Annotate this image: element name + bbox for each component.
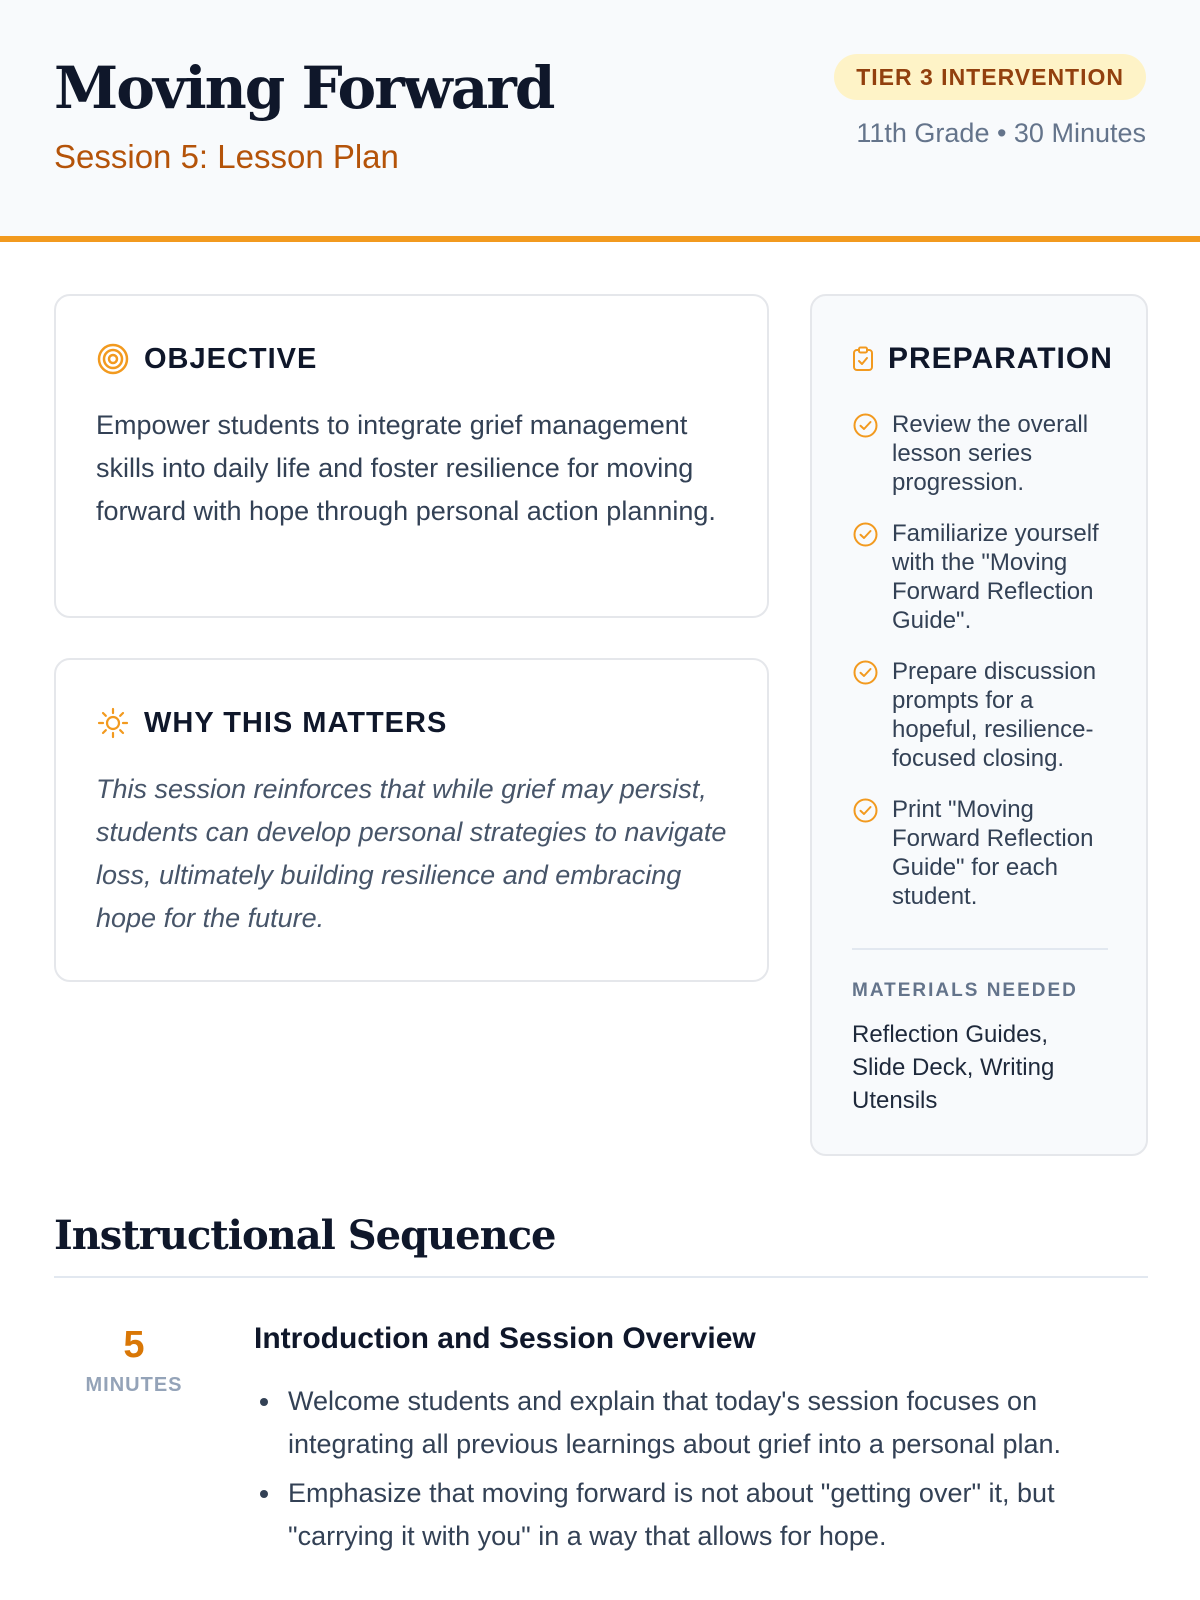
step-bullet-text: Welcome students and explain that today's session focuses on integrating all previous learnings about grief into a personal plan. [288,1386,1061,1459]
preparation-item-text: Print "Moving Forward Reflection Guide" for each student. [892,796,1094,910]
objective-card [54,294,769,618]
step-bullet [254,1472,1134,1558]
sun-icon [96,706,130,740]
grade-duration-meta: 11th Grade • 30 Minutes [856,118,1146,148]
check-circle-icon [852,521,879,548]
step-duration [54,1322,214,1397]
preparation-header [852,342,1113,376]
preparation-item [852,657,1114,773]
preparation-title: PREPARATION [888,342,1113,375]
instructional-sequence-title: Instructional Sequence [54,1212,556,1259]
objective-title: OBJECTIVE [144,342,318,375]
why-header [96,706,447,740]
preparation-list [852,410,1114,933]
objective-header [96,342,317,376]
bullet-dot [260,1490,268,1498]
step-minutes: 5 [123,1324,145,1366]
why-text: This session reinforces that while grief may persist, students can develop personal strategies to navigate loss, ultimately building resilience and embracing hope for the future. [96,774,727,933]
step-title: Introduction and Session Overview [254,1322,756,1355]
preparation-divider [852,948,1108,950]
preparation-item-text: Review the overall lesson series progression. [892,411,1089,496]
preparation-item [852,519,1114,635]
session-subtitle: Session 5: Lesson Plan [54,138,399,175]
preparation-item-text: Familiarize yourself with the "Moving Forward Reflection Guide". [892,520,1099,634]
tier-badge: TIER 3 INTERVENTION [834,54,1146,100]
check-circle-icon [852,797,879,824]
step-bullet [254,1380,1134,1466]
target-icon [96,342,130,376]
step-bullet-text: Emphasize that moving forward is not about "getting over" it, but "carrying it with you" in a way that allows for hope. [288,1478,1055,1551]
materials-list: Reflection Guides, Slide Deck, Writing Utensils [852,1021,1055,1114]
materials-label: MATERIALS NEEDED [852,980,1078,1001]
why-this-matters-card [54,658,769,982]
clipboard-icon [852,346,874,372]
bullet-dot [260,1398,268,1406]
preparation-item [852,795,1114,911]
page-title: Moving Forward [54,54,554,122]
preparation-item-text: Prepare discussion prompts for a hopeful, resilience-focused closing. [892,658,1097,772]
check-circle-icon [852,412,879,439]
lesson-header [0,0,1200,242]
step-bullet-list [254,1380,1134,1564]
objective-text: Empower students to integrate grief management skills into daily life and foster resilience for moving forward with hope through personal action planning. [96,410,716,526]
section-divider [54,1276,1148,1278]
check-circle-icon [852,659,879,686]
why-title: WHY THIS MATTERS [144,706,448,739]
step-minutes-unit: MINUTES [85,1374,183,1396]
preparation-panel [810,294,1148,1156]
preparation-item [852,410,1114,497]
